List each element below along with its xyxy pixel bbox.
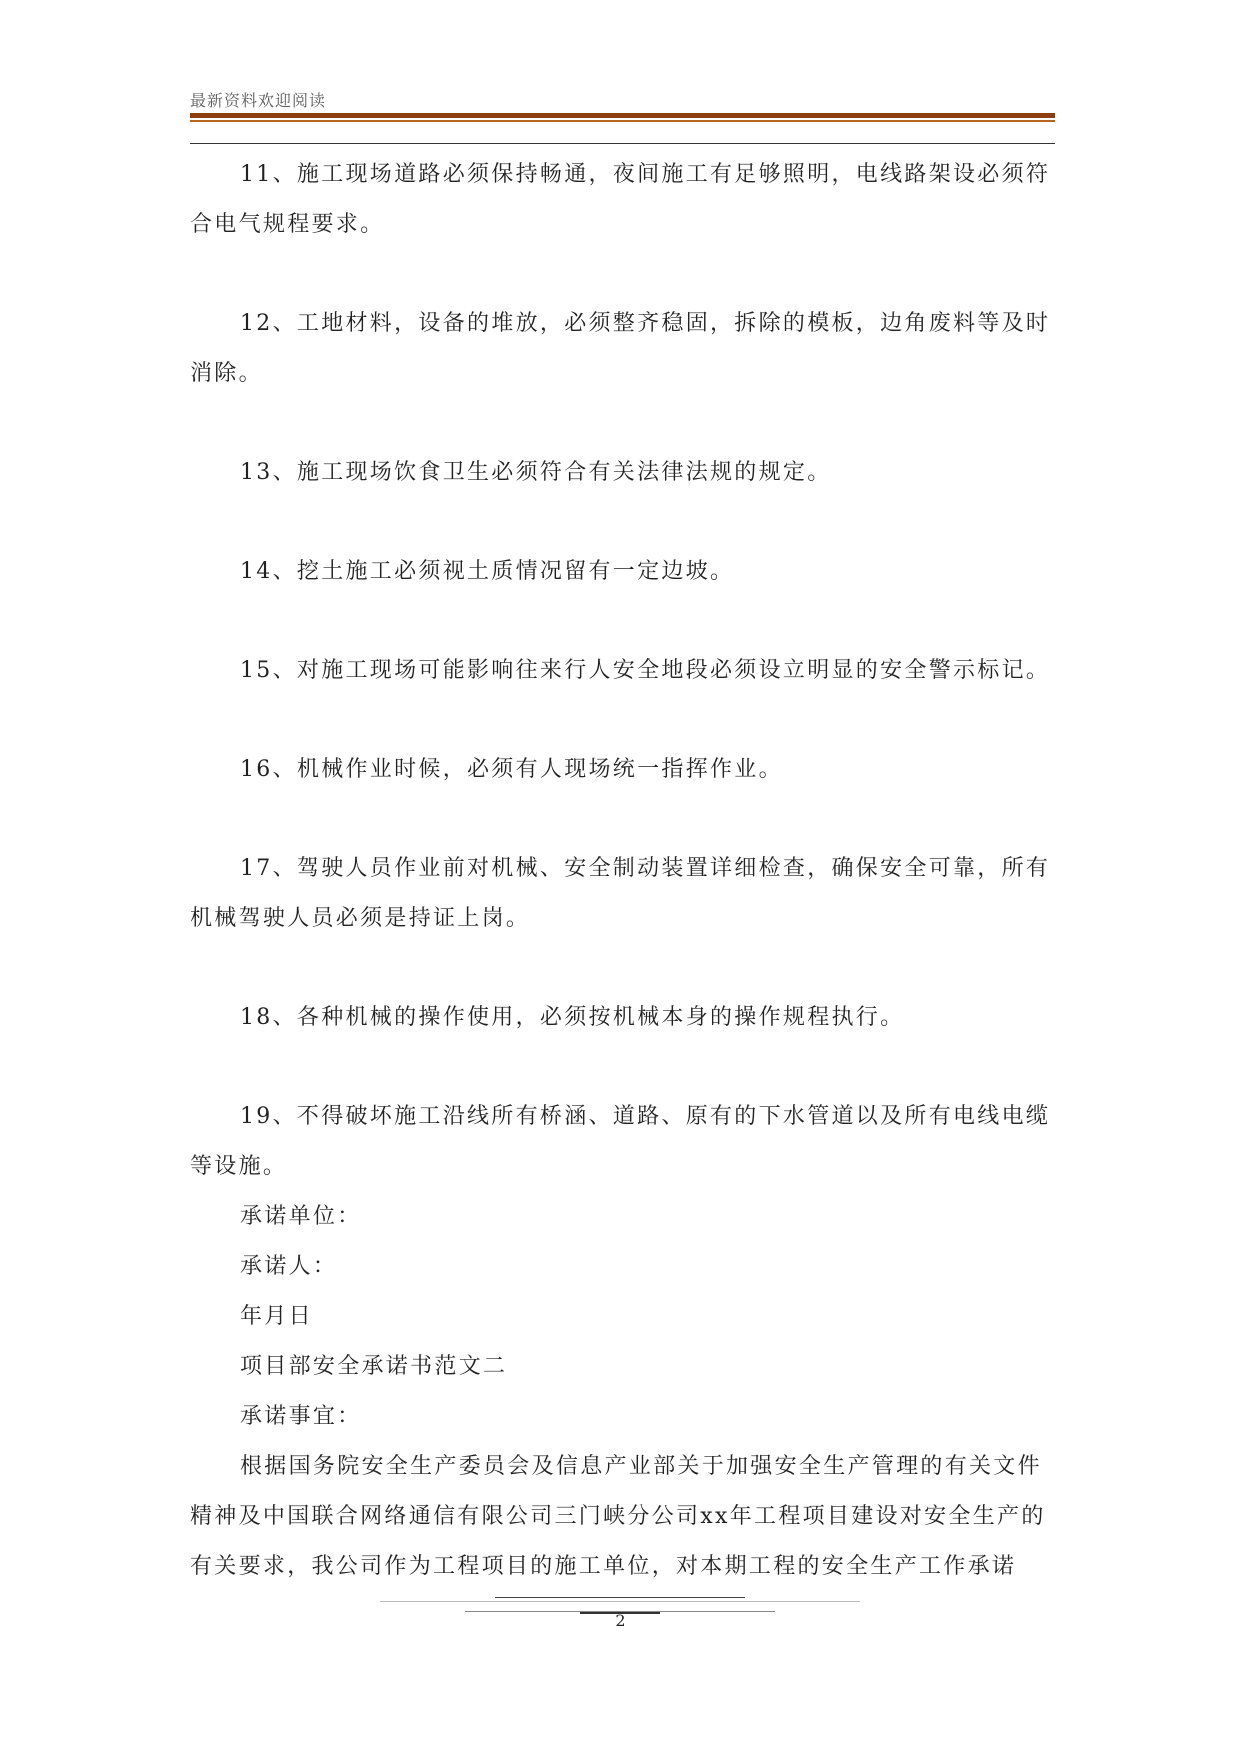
signature-date-label: 年月日 — [240, 1304, 313, 1329]
clause-13: 13、施工现场饮食卫生必须符合有关法律法规的规定。 — [240, 460, 832, 485]
footer-rule-top — [495, 1597, 745, 1598]
footer-rule-outer — [380, 1601, 860, 1602]
clause-15: 15、对施工现场可能影响往来行人安全地段必须设立明显的安全警示标记。 — [240, 658, 1051, 683]
page-number: 2 — [615, 1611, 626, 1630]
document-body — [190, 150, 1060, 1592]
intro-paragraph: 根据国务院安全生产委员会及信息产业部关于加强安全生产管理的有关文件精神及中国联合网络通信有限公司三门峡分公司xx年工程项目建设对安全生产的有关要求，我公司作为工程项目的施工单位，对本期工程的安全生产工作承诺 — [190, 1454, 1046, 1579]
clause-18: 18、各种机械的操作使用，必须按机械本身的操作规程执行。 — [240, 1005, 905, 1030]
matters-label: 承诺事宜： — [240, 1404, 362, 1429]
header-rule-thick — [190, 113, 1055, 118]
clause-12: 12、工地材料，设备的堆放，必须整齐稳固，拆除的模板，边角废料等及时消除。 — [190, 311, 1051, 386]
signature-unit-label: 承诺单位： — [240, 1204, 362, 1229]
clause-17: 17、驾驶人员作业前对机械、安全制动装置详细检查，确保安全可靠，所有机械驾驶人员必须是持证上岗。 — [190, 856, 1051, 931]
clause-14: 14、挖土施工必须视土质情况留有一定边坡。 — [240, 559, 735, 584]
header-rule-accent — [190, 120, 1055, 122]
clause-19: 19、不得破坏施工沿线所有桥涵、道路、原有的下水管道以及所有电线电缆等设施。 — [190, 1104, 1051, 1179]
clause-16: 16、机械作业时候，必须有人现场统一指挥作业。 — [240, 757, 783, 782]
signature-person-label: 承诺人： — [240, 1254, 338, 1279]
clause-11: 11、施工现场道路必须保持畅通，夜间施工有足够照明，电线路架设必须符合电气规程要求。 — [190, 162, 1051, 237]
section-title: 项目部安全承诺书范文二 — [240, 1354, 508, 1379]
header-rule-thin — [190, 143, 1055, 144]
page-header-text: 最新资料欢迎阅读 — [190, 91, 327, 110]
